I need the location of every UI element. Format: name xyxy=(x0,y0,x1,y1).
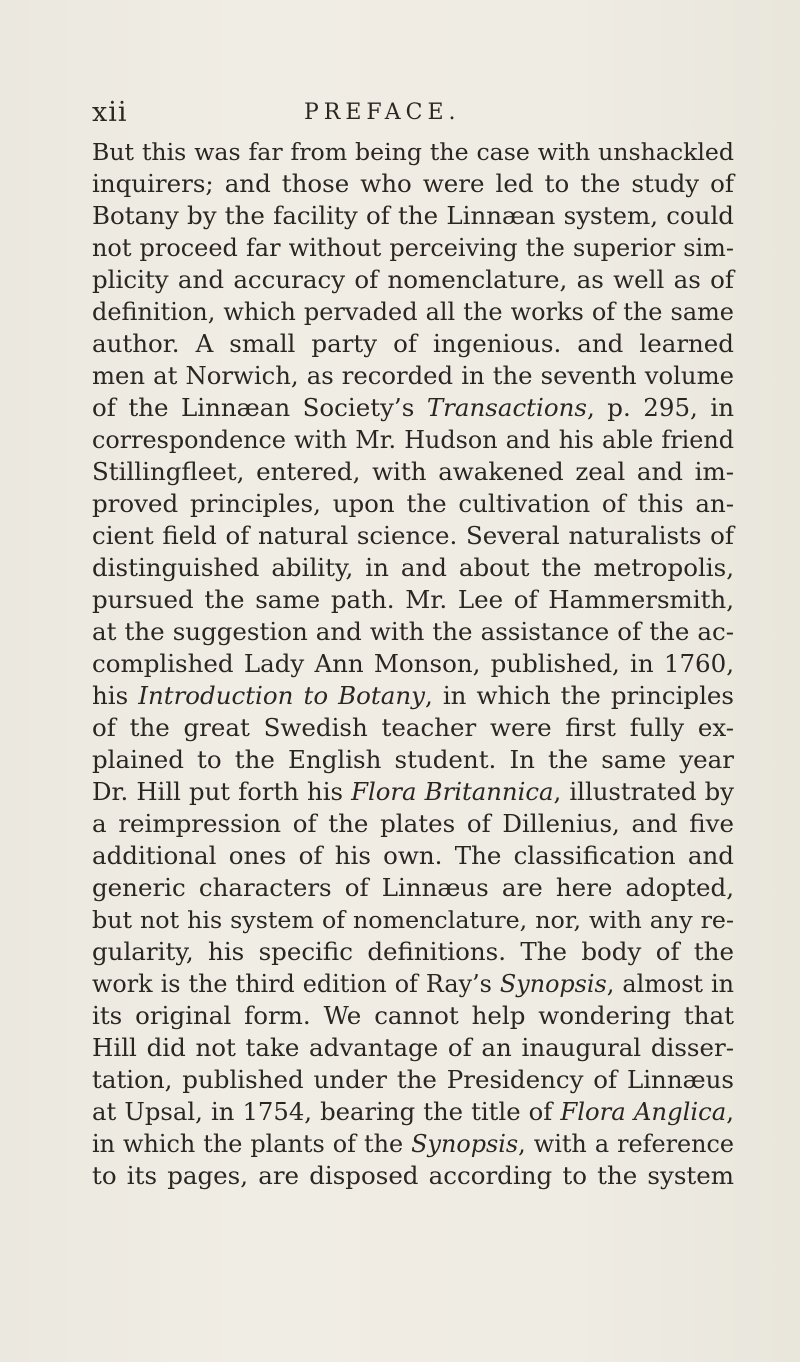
text-line xyxy=(92,520,734,552)
text-segment: not proceed far without perceiving the superior sim- xyxy=(92,234,734,262)
text-segment: complished Lady Ann Monson, published, in 1760, xyxy=(92,649,734,678)
text-segment: work is the third edition of Ray’s xyxy=(92,970,500,998)
text-line xyxy=(92,168,734,200)
italic-title: Flora Anglica xyxy=(560,1097,727,1126)
text-segment: in which the plants of the xyxy=(92,1130,412,1158)
text-line xyxy=(92,264,734,296)
text-line xyxy=(92,744,734,776)
text-line xyxy=(92,1000,734,1032)
text-line xyxy=(92,392,734,424)
text-segment: , illustrated by xyxy=(553,777,734,806)
text-segment: Botany by the facility of the Linnæan system, could xyxy=(92,201,734,230)
text-line xyxy=(92,584,734,616)
text-segment: at Upsal, in 1754, bearing the title of xyxy=(92,1097,561,1126)
text-segment: But this was far from being the case with unshackled xyxy=(92,138,734,166)
text-segment: , in which the principles xyxy=(424,681,735,710)
text-line xyxy=(92,680,734,712)
text-segment: correspondence with Mr. Hudson and his able friend xyxy=(92,426,734,454)
page-number: xii xyxy=(92,97,128,128)
text-line xyxy=(92,552,734,584)
text-segment: additional ones of his own. The classification and xyxy=(92,841,734,870)
text-segment: its original form. We cannot help wondering that xyxy=(92,1001,734,1030)
text-segment: distinguished ability, in and about the metropolis, xyxy=(92,553,734,582)
text-line xyxy=(92,488,734,520)
running-title: PREFACE. xyxy=(304,100,461,125)
italic-title: Introduction to Botany xyxy=(138,681,425,710)
text-line xyxy=(92,328,734,360)
text-segment: plained to the English student. In the same year xyxy=(92,745,734,774)
text-segment: , p. 295, in xyxy=(586,393,734,422)
italic-title: Synopsis xyxy=(499,970,607,998)
text-segment: of the great Swedish teacher were first fully ex- xyxy=(92,713,734,742)
text-segment: Hill did not take advantage of an inaugural disser- xyxy=(92,1033,734,1062)
text-line xyxy=(92,648,734,680)
text-line xyxy=(92,424,734,456)
italic-title: Synopsis xyxy=(411,1130,519,1158)
text-line xyxy=(92,360,734,392)
text-line xyxy=(92,808,734,840)
text-segment: Stillingfleet, entered, with awakened zeal and im- xyxy=(92,457,734,486)
text-segment: Dr. Hill put forth his xyxy=(92,777,352,806)
text-line xyxy=(92,904,734,936)
text-segment: at the suggestion and with the assistance of the ac- xyxy=(92,617,734,646)
text-line xyxy=(92,200,734,232)
text-segment: , almost in xyxy=(606,970,734,998)
text-line xyxy=(92,1032,734,1064)
text-line xyxy=(92,936,734,968)
text-line xyxy=(92,136,734,168)
body-paragraph xyxy=(92,136,734,1192)
text-segment: pursued the same path. Mr. Lee of Hammersmith, xyxy=(92,585,734,614)
text-segment: of the Linnæan Society’s xyxy=(92,393,427,422)
text-line xyxy=(92,968,734,1000)
text-line xyxy=(92,1128,734,1160)
text-segment: men at Norwich, as recorded in the seventh volume xyxy=(92,361,734,390)
text-line xyxy=(92,840,734,872)
text-segment: cient field of natural science. Several naturalists of xyxy=(92,521,734,550)
text-segment: his xyxy=(92,681,139,710)
text-segment: tation, published under the Presidency of Linnæus xyxy=(92,1065,734,1094)
text-segment: definition, which pervaded all the works of the same xyxy=(92,298,734,326)
text-line xyxy=(92,1160,734,1192)
italic-title: Transactions xyxy=(426,393,587,422)
text-segment: gularity, his specific definitions. The body of the xyxy=(92,937,734,966)
text-line xyxy=(92,776,734,808)
italic-title: Flora Britannica xyxy=(351,777,554,806)
text-segment: plicity and accuracy of nomenclature, as well as of xyxy=(92,265,734,294)
text-segment: , xyxy=(726,1097,735,1126)
text-line xyxy=(92,456,734,488)
text-line xyxy=(92,232,734,264)
text-line xyxy=(92,296,734,328)
running-head xyxy=(92,98,732,128)
text-line xyxy=(92,616,734,648)
text-segment: generic characters of Linnæus are here adopted, xyxy=(92,873,734,902)
text-segment: to its pages, are disposed according to the system xyxy=(92,1161,734,1190)
text-line xyxy=(92,712,734,744)
text-segment: author. A small party of ingenious. and learned xyxy=(92,329,734,358)
text-segment: but not his system of nomenclature, nor, with any re- xyxy=(92,906,734,934)
text-segment: proved principles, upon the cultivation of this an- xyxy=(92,489,734,518)
text-line xyxy=(92,1096,734,1128)
text-segment: inquirers; and those who were led to the study of xyxy=(92,169,734,198)
text-line xyxy=(92,1064,734,1096)
text-line xyxy=(92,872,734,904)
text-segment: a reimpression of the plates of Dillenius, and five xyxy=(92,809,734,838)
text-segment: , with a reference xyxy=(518,1130,735,1158)
